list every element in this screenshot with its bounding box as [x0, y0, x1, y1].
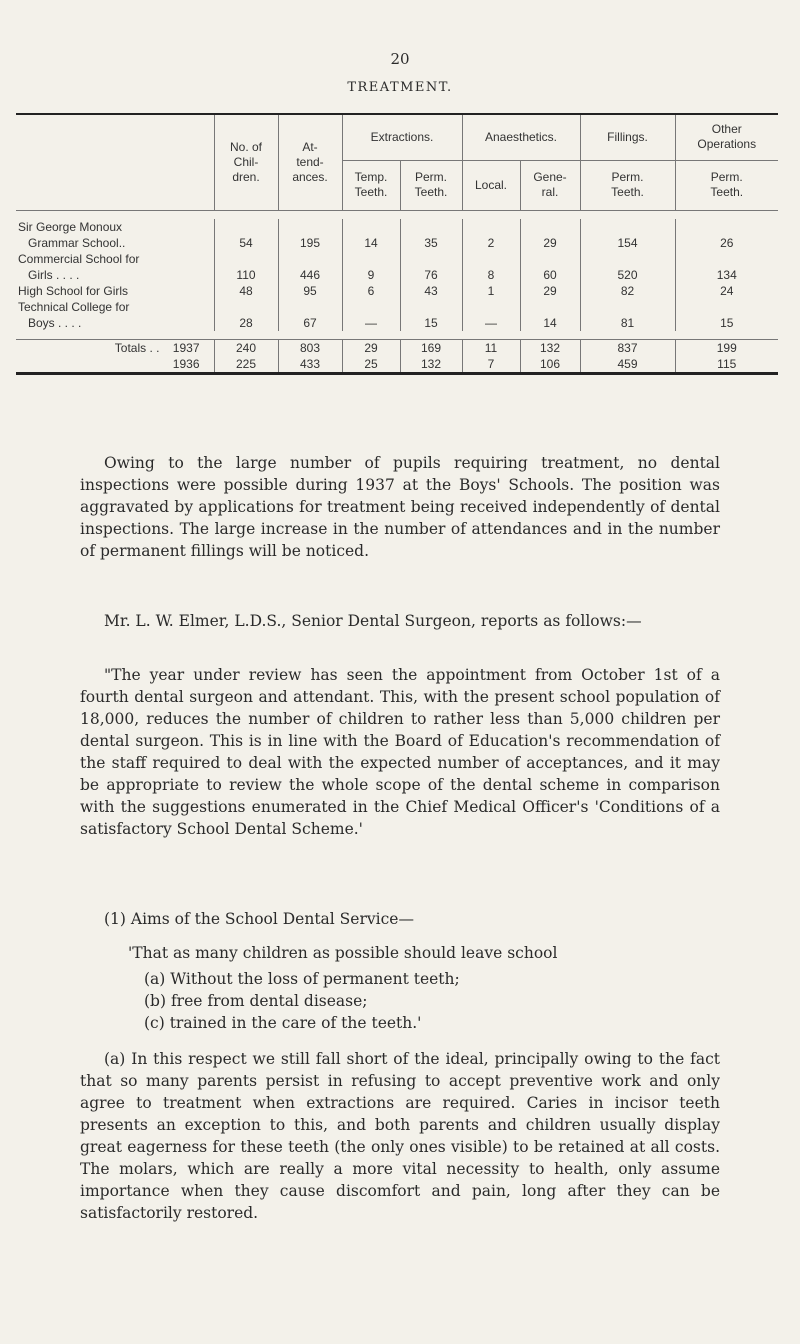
- cell-fillings: 459: [580, 356, 675, 374]
- cell-other: 134: [675, 267, 778, 283]
- aims-quote: 'That as many children as possible should leave school: [128, 944, 558, 962]
- cell-temp-extractions: 14: [342, 235, 400, 251]
- cell-fillings: 81: [580, 315, 675, 331]
- cell-perm-extractions: 15: [400, 315, 462, 331]
- other-operations-header: Other Operations: [675, 114, 778, 160]
- children-header: No. of Chil- dren.: [214, 114, 278, 210]
- aims-list: [80, 968, 720, 1034]
- treatment-table: [16, 113, 778, 375]
- cell-general: 29: [520, 283, 580, 299]
- other-perm-header: Perm. Teeth.: [675, 160, 778, 210]
- cell-other: 24: [675, 283, 778, 299]
- cell-fillings: 520: [580, 267, 675, 283]
- aims-heading: (1) Aims of the School Dental Service—: [104, 910, 414, 928]
- fillings-perm-header: Perm. Teeth.: [580, 160, 675, 210]
- cell-children: 110: [214, 267, 278, 283]
- cell-children: 225: [214, 356, 278, 374]
- table-row: [16, 235, 778, 251]
- table-row-name-line: [16, 299, 778, 315]
- cell-other: 26: [675, 235, 778, 251]
- paragraph-a: (a) In this respect we still fall short of the ideal, principally owing to the fact that so many parents persist in refusing to accept preventive work and only agree to treatment when extractions are required. Caries in incisor teeth presents an exception to this, and both parents and children usually display great eagerness for these teeth (the only ones visible) to be retained at all costs. The molars, which are really a more vital necessity to health, only assume importance when they cause discomfort and pain, long after they can be satisfactorily restored.: [80, 1050, 720, 1222]
- cell-attendances: 195: [278, 235, 342, 251]
- cell-fillings: 154: [580, 235, 675, 251]
- cell-local: 2: [462, 235, 520, 251]
- treatment-table-wrapper: [16, 113, 778, 375]
- school-name: Girls . . . .: [28, 267, 80, 282]
- cell-local: —: [462, 315, 520, 331]
- cell-attendances: 433: [278, 356, 342, 374]
- extractions-header: Extractions.: [342, 114, 462, 160]
- cell-attendances: 95: [278, 283, 342, 299]
- cell-local: 8: [462, 267, 520, 283]
- cell-general: 106: [520, 356, 580, 374]
- general-header: Gene- ral.: [520, 160, 580, 210]
- cell-local: 7: [462, 356, 520, 374]
- school-name: Boys . . . .: [28, 315, 82, 330]
- temp-teeth-header: Temp. Teeth.: [342, 160, 400, 210]
- cell-attendances: 446: [278, 267, 342, 283]
- school-name: High School for Girls: [18, 283, 129, 298]
- school-header: [16, 114, 214, 210]
- cell-other: 199: [675, 339, 778, 356]
- cell-temp-extractions: 29: [342, 339, 400, 356]
- cell-local: 11: [462, 339, 520, 356]
- cell-perm-extractions: 76: [400, 267, 462, 283]
- page-number: 20: [390, 50, 410, 68]
- cell-general: 60: [520, 267, 580, 283]
- totals-year: 1936: [172, 356, 200, 371]
- totals-row-1936: [16, 356, 778, 374]
- table-row: [16, 315, 778, 331]
- local-header: Local.: [462, 160, 520, 210]
- totals-row-1937: [16, 339, 778, 356]
- anaesthetics-header: Anaesthetics.: [462, 114, 580, 160]
- school-name: Sir George Monoux: [18, 219, 123, 234]
- cell-children: 240: [214, 339, 278, 356]
- table-row-name-line: [16, 251, 778, 267]
- totals-label: Totals . .: [114, 340, 160, 355]
- cell-other: 115: [675, 356, 778, 374]
- table-row: [16, 283, 778, 299]
- cell-local: 1: [462, 283, 520, 299]
- cell-fillings: 82: [580, 283, 675, 299]
- cell-perm-extractions: 169: [400, 339, 462, 356]
- totals-year: 1937: [172, 340, 200, 355]
- page-heading: TREATMENT.: [347, 80, 453, 95]
- cell-perm-extractions: 35: [400, 235, 462, 251]
- aim-b: (b) free from dental disease;: [144, 992, 368, 1010]
- cell-temp-extractions: 9: [342, 267, 400, 283]
- attendances-header: At- tend- ances.: [278, 114, 342, 210]
- fillings-header: Fillings.: [580, 114, 675, 160]
- cell-perm-extractions: 43: [400, 283, 462, 299]
- cell-attendances: 803: [278, 339, 342, 356]
- cell-general: 29: [520, 235, 580, 251]
- cell-general: 14: [520, 315, 580, 331]
- cell-attendances: 67: [278, 315, 342, 331]
- cell-temp-extractions: —: [342, 315, 400, 331]
- paragraph-report-intro: Mr. L. W. Elmer, L.D.S., Senior Dental Surgeon, reports as follows:—: [104, 612, 642, 630]
- cell-temp-extractions: 25: [342, 356, 400, 374]
- paragraph-intro: Owing to the large number of pupils requiring treatment, no dental inspections were possible during 1937 at the Boys' Schools. The position was aggravated by applications for treatment being received independently of dental inspections. The large increase in the number of attendances and in the number of permanent fillings will be noticed.: [80, 454, 720, 560]
- cell-other: 15: [675, 315, 778, 331]
- cell-temp-extractions: 6: [342, 283, 400, 299]
- perm-teeth-header: Perm. Teeth.: [400, 160, 462, 210]
- cell-perm-extractions: 132: [400, 356, 462, 374]
- school-name: Technical College for: [18, 299, 130, 314]
- cell-general: 132: [520, 339, 580, 356]
- cell-children: 28: [214, 315, 278, 331]
- school-name: Commercial School for: [18, 251, 140, 266]
- aim-c: (c) trained in the care of the teeth.': [144, 1014, 422, 1032]
- paragraph-report-quote: "The year under review has seen the appointment from October 1st of a fourth dental surgeon and attendant. This, with the present school population of 18,000, reduces the number of children to rather less than 5,000 children per dental surgeon. This is in line with the Board of Education's recommendation of the staff required to deal with the expected number of acceptances, and it may be appropriate to review the whole scope of the dental scheme in comparison with the suggestions enumerated in the Chief Medical Officer's 'Conditions of a satisfactory School Dental Scheme.': [80, 666, 720, 838]
- cell-children: 54: [214, 235, 278, 251]
- cell-fillings: 837: [580, 339, 675, 356]
- table-row: [16, 267, 778, 283]
- table-row-first-name-line: [16, 219, 778, 235]
- aim-a: (a) Without the loss of permanent teeth;: [144, 970, 460, 988]
- school-name: Grammar School..: [28, 235, 126, 250]
- cell-children: 48: [214, 283, 278, 299]
